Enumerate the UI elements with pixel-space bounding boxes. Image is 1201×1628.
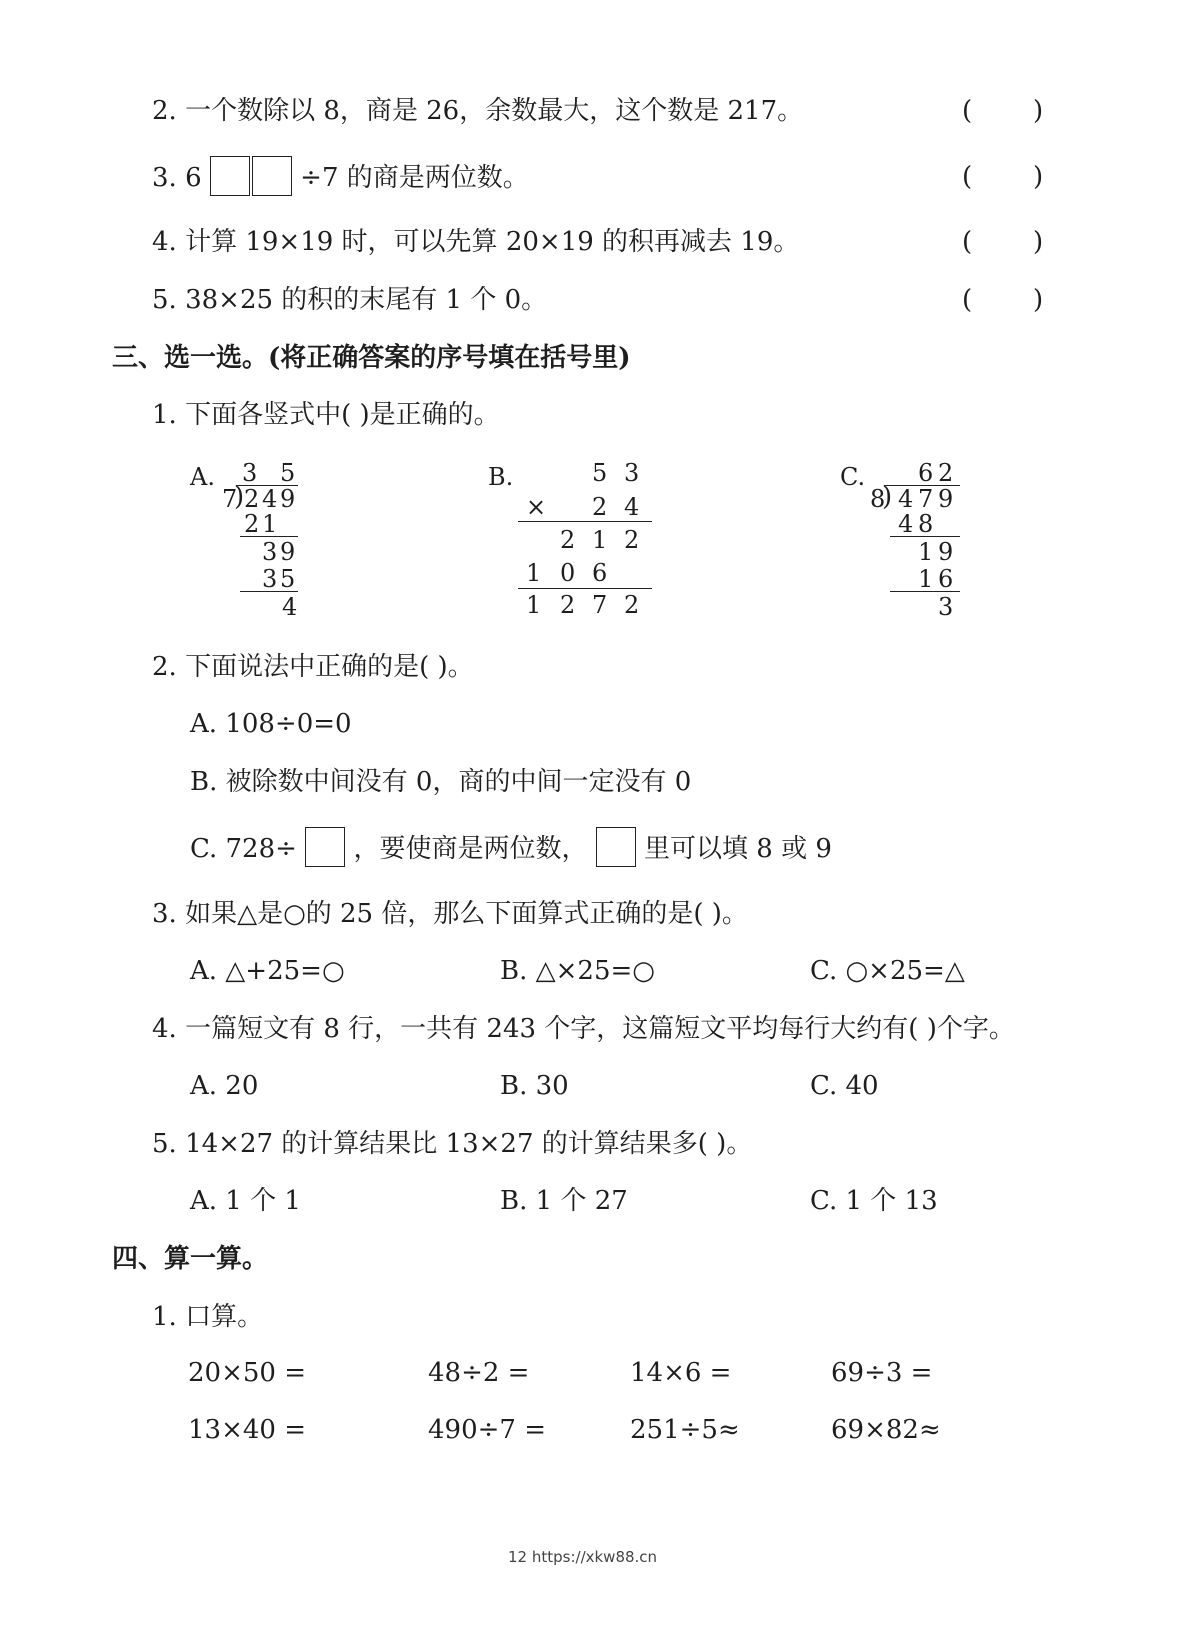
rule xyxy=(240,591,298,592)
oral-calc-item: 13×40 = xyxy=(188,1415,307,1445)
digit: 3 xyxy=(242,459,258,487)
digit: 4 xyxy=(624,493,640,521)
digit: 6 xyxy=(592,559,608,587)
digit: 9 xyxy=(938,485,954,513)
s3-q3-a: A. △+25=○ xyxy=(190,956,345,986)
section3-title: 三、选一选。(将正确答案的序号填在括号里) xyxy=(112,343,631,373)
answer-box xyxy=(596,827,636,867)
oral-calc-item: 20×50 = xyxy=(188,1358,307,1388)
answer-box xyxy=(252,156,292,196)
digit: 1 xyxy=(526,559,542,587)
answer-box xyxy=(305,827,345,867)
digit: 2 xyxy=(624,526,640,554)
judge-q4-paren-open: ( xyxy=(962,227,973,257)
s3-q5: 5. 14×27 的计算结果比 13×27 的计算结果多( )。 xyxy=(152,1129,753,1159)
digit: 1 xyxy=(918,538,934,566)
judge-q3 xyxy=(152,162,529,196)
judge-q5-paren-open: ( xyxy=(962,285,973,315)
digit: 2 xyxy=(592,493,608,521)
digit: 2 xyxy=(624,591,640,619)
rule xyxy=(890,536,960,537)
option-label: B. xyxy=(488,463,514,491)
s3-q4: 4. 一篇短文有 8 行，一共有 243 个字，这篇短文平均每行大约有( )个字。 xyxy=(152,1014,1015,1044)
bracket-glyph: ) xyxy=(234,482,245,512)
digit: 2 xyxy=(938,459,954,487)
rule xyxy=(518,521,652,522)
digit: 9 xyxy=(280,538,296,566)
judge-q4: 4. 计算 19×19 时，可以先算 20×19 的积再减去 19。 xyxy=(152,227,800,257)
digit: 3 xyxy=(938,593,954,621)
s3-q2: 2. 下面说法中正确的是( )。 xyxy=(152,652,474,682)
digit: 8 xyxy=(918,510,934,538)
oral-calc-item: 251÷5≈ xyxy=(630,1415,740,1445)
s3-q4-b: B. 30 xyxy=(500,1071,569,1101)
digit: 9 xyxy=(280,485,296,513)
digit: 6 xyxy=(938,565,954,593)
digit: 7 xyxy=(592,591,608,619)
digit: 3 xyxy=(624,459,640,487)
oral-calc-item: 48÷2 = xyxy=(428,1358,530,1388)
s3-q3: 3. 如果△是○的 25 倍，那么下面算式正确的是( )。 xyxy=(152,899,748,929)
digit: 3 xyxy=(262,538,278,566)
digit: 5 xyxy=(280,565,296,593)
judge-q3-pre: 3. 6 xyxy=(152,163,202,193)
s3-q5-a: A. 1 个 1 xyxy=(190,1186,301,1216)
digit: 7 xyxy=(918,485,934,513)
digit: 6 xyxy=(918,459,934,487)
option-label: A. xyxy=(190,463,215,491)
bracket-glyph: ) xyxy=(882,482,893,512)
digit: 2 xyxy=(560,526,576,554)
judge-q4-paren-close: ) xyxy=(1033,227,1044,257)
s3-q2-c-pre: C. 728÷ xyxy=(190,834,297,864)
oral-calc-item: 69÷3 = xyxy=(831,1358,933,1388)
digit: 4 xyxy=(282,593,298,621)
rule xyxy=(518,588,652,589)
s3-q2-c xyxy=(190,833,832,867)
digit: 4 xyxy=(262,485,278,513)
section4-title: 四、算一算。 xyxy=(112,1244,269,1274)
digit: 9 xyxy=(938,538,954,566)
oral-calc-item: 14×6 = xyxy=(630,1358,732,1388)
judge-q2-paren-close: ) xyxy=(1033,96,1044,126)
s3-q3-b: B. △×25=○ xyxy=(500,956,655,986)
judge-q5: 5. 38×25 的积的末尾有 1 个 0。 xyxy=(152,285,548,315)
digit: 5 xyxy=(280,459,296,487)
s3-q1: 1. 下面各竖式中( )是正确的。 xyxy=(152,400,500,430)
option-label: C. xyxy=(840,463,866,491)
judge-q3-paren-close: ) xyxy=(1033,162,1044,192)
digit: 1 xyxy=(262,510,278,538)
s3-q4-c: C. 40 xyxy=(810,1071,879,1101)
judge-q2: 2. 一个数除以 8，商是 26，余数最大，这个数是 217。 xyxy=(152,96,804,126)
digit: 2 xyxy=(560,591,576,619)
digit: 1 xyxy=(592,526,608,554)
page-footer: 12 https://xkw88.cn xyxy=(508,1548,658,1566)
oral-calc-item: 69×82≈ xyxy=(831,1415,941,1445)
digit: 4 xyxy=(898,510,914,538)
judge-q3-post: ÷7 的商是两位数。 xyxy=(300,163,529,193)
s3-q3-c: C. ○×25=△ xyxy=(810,956,965,986)
digit: 7 xyxy=(222,485,238,513)
digit: 4 xyxy=(898,485,914,513)
s3-q2-c-post: 里可以填 8 或 9 xyxy=(644,834,832,864)
oral-calc-item: 490÷7 = xyxy=(428,1415,547,1445)
digit: 3 xyxy=(262,565,278,593)
digit: 8 xyxy=(870,485,886,513)
digit: 0 xyxy=(560,559,576,587)
s3-q2-b: B. 被除数中间没有 0，商的中间一定没有 0 xyxy=(190,767,692,797)
s3-q2-c-mid: ，要使商是两位数， xyxy=(353,834,588,864)
s4-q1: 1. 口算。 xyxy=(152,1302,264,1332)
s3-q5-c: C. 1 个 13 xyxy=(810,1186,938,1216)
digit: 5 xyxy=(592,459,608,487)
rule xyxy=(240,536,298,537)
digit: 2 xyxy=(244,510,260,538)
digit: 1 xyxy=(526,591,542,619)
s3-q5-b: B. 1 个 27 xyxy=(500,1186,628,1216)
judge-q5-paren-close: ) xyxy=(1033,285,1044,315)
s3-q4-a: A. 20 xyxy=(190,1071,259,1101)
digit: 2 xyxy=(244,485,260,513)
judge-q2-paren-open: ( xyxy=(962,96,973,126)
digit: 1 xyxy=(918,565,934,593)
times-sign: × xyxy=(526,493,547,521)
judge-q3-paren-open: ( xyxy=(962,162,973,192)
rule xyxy=(890,591,960,592)
s3-q2-a: A. 108÷0=0 xyxy=(190,709,352,739)
answer-box xyxy=(210,156,250,196)
